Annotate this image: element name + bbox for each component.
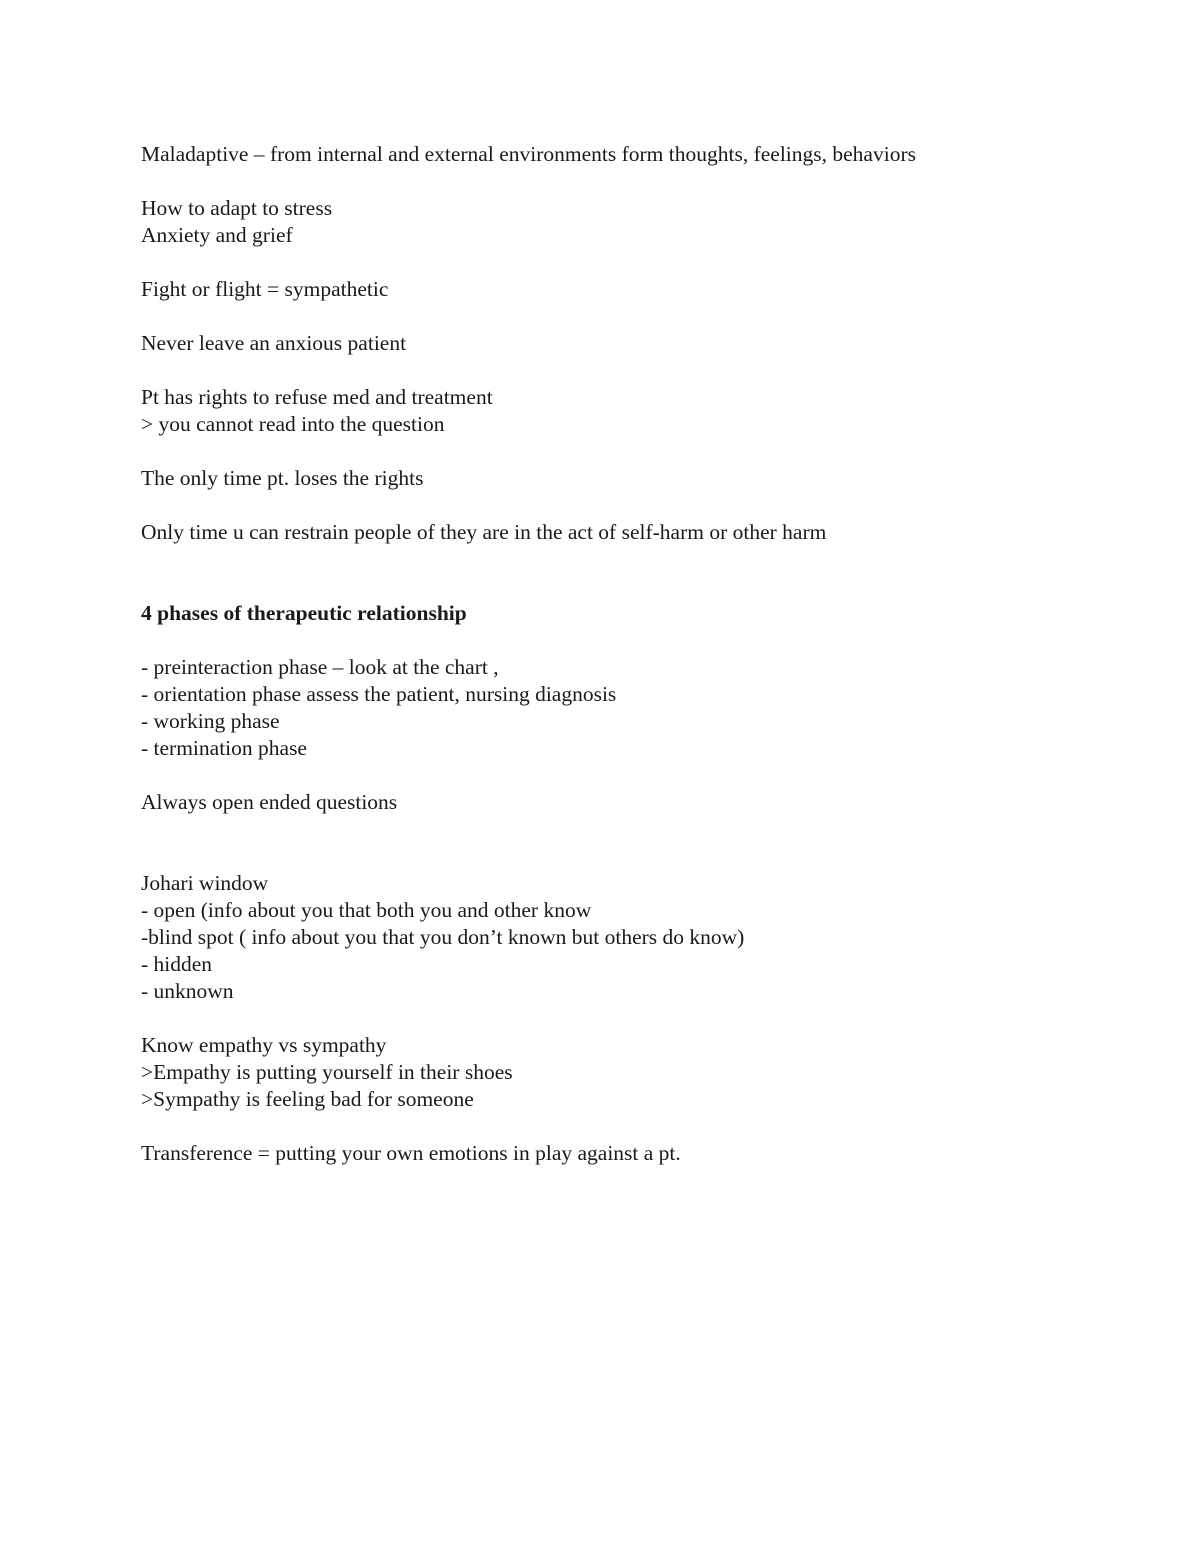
paragraph-fight-flight [141, 276, 1101, 303]
list-item: - preinteraction phase – look at the chart , [141, 655, 499, 679]
heading-text: 4 phases of therapeutic relationship [141, 601, 467, 625]
text-line: Transference = putting your own emotions in play against a pt. [141, 1141, 681, 1165]
text-line: Only time u can restrain people of they are in the act of self-harm or other harm [141, 520, 827, 544]
paragraph-transference [141, 1140, 1101, 1167]
text-line: Know empathy vs sympathy [141, 1033, 387, 1057]
text-line: >Empathy is putting yourself in their shoes [141, 1060, 513, 1084]
list-item: - orientation phase assess the patient, nursing diagnosis [141, 682, 617, 706]
text-line: Fight or flight = sympathetic [141, 277, 389, 301]
list-item: -blind spot ( info about you that you don’t known but others do know) [141, 925, 745, 949]
text-line: Maladaptive – from internal and external environments form thoughts, feelings, behaviors [141, 142, 916, 166]
text-line: The only time pt. loses the rights [141, 466, 424, 490]
paragraph-adapt-stress [141, 195, 1101, 249]
list-item: - open (info about you that both you and other know [141, 898, 592, 922]
text-line: Never leave an anxious patient [141, 331, 407, 355]
paragraph-loses-rights [141, 465, 1101, 492]
list-item: - hidden [141, 952, 213, 976]
text-line: How to adapt to stress [141, 196, 333, 220]
section-heading [141, 600, 1101, 627]
paragraph-empathy-sympathy [141, 1032, 1101, 1113]
paragraph-patient-rights [141, 384, 1101, 438]
text-line: Anxiety and grief [141, 223, 293, 247]
document-body [141, 141, 1101, 1194]
list-item: - termination phase [141, 736, 307, 760]
list-phases [141, 654, 1101, 762]
text-line: Always open ended questions [141, 790, 398, 814]
paragraph-open-questions [141, 789, 1101, 816]
list-item: - unknown [141, 979, 234, 1003]
text-line: >Sympathy is feeling bad for someone [141, 1087, 474, 1111]
list-item: - working phase [141, 709, 280, 733]
text-line: > you cannot read into the question [141, 412, 445, 436]
list-johari-window [141, 870, 1101, 1005]
paragraph-restrain [141, 519, 1101, 546]
paragraph-anxious-patient [141, 330, 1101, 357]
paragraph-maladaptive [141, 141, 1101, 168]
text-line: Pt has rights to refuse med and treatment [141, 385, 493, 409]
list-title: Johari window [141, 871, 269, 895]
